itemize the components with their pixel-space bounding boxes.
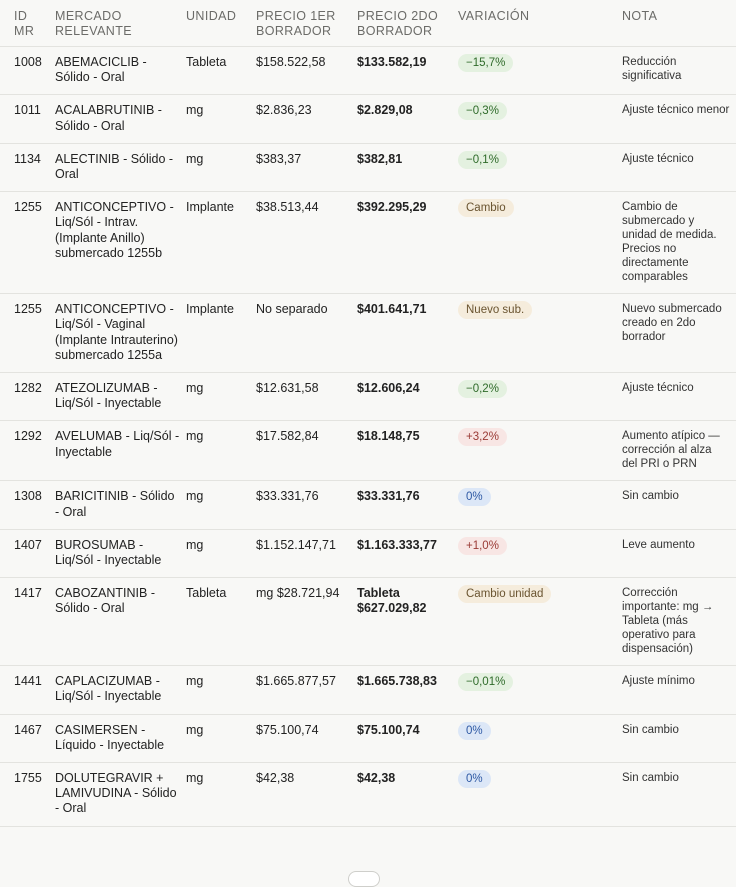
cell-nota: Leve aumento	[622, 529, 736, 577]
cell-nota: Sin cambio	[622, 714, 736, 762]
cell-variacion	[458, 47, 622, 95]
cell-id: 1282	[0, 373, 55, 421]
scroll-handle[interactable]	[348, 871, 380, 887]
cell-precio2: Tableta $627.029,82	[357, 578, 458, 666]
cell-id: 1292	[0, 421, 55, 481]
header-id: ID MR	[0, 0, 55, 47]
variation-badge: +1,0%	[458, 537, 507, 555]
variation-badge: −0,3%	[458, 102, 507, 120]
cell-precio1: No separado	[256, 294, 357, 373]
cell-precio2: $12.606,24	[357, 373, 458, 421]
cell-precio1: $1.665.877,57	[256, 666, 357, 714]
cell-precio1: $2.836,23	[256, 95, 357, 143]
cell-unidad: mg	[186, 666, 256, 714]
header-precio1: PRECIO 1ER BORRADOR	[256, 0, 357, 47]
cell-mercado: CASIMERSEN - Líquido - Inyectable	[55, 714, 186, 762]
cell-variacion	[458, 294, 622, 373]
cell-nota: Sin cambio	[622, 763, 736, 827]
table-row	[0, 143, 736, 191]
variation-badge: 0%	[458, 770, 491, 788]
table-row	[0, 192, 736, 294]
cell-id: 1134	[0, 143, 55, 191]
cell-nota: Ajuste mínimo	[622, 666, 736, 714]
cell-id: 1417	[0, 578, 55, 666]
cell-precio2: $1.665.738,83	[357, 666, 458, 714]
cell-precio2: $133.582,19	[357, 47, 458, 95]
table-row	[0, 421, 736, 481]
cell-precio1: $42,38	[256, 763, 357, 827]
variation-badge: 0%	[458, 722, 491, 740]
cell-mercado: CABOZANTINIB - Sólido - Oral	[55, 578, 186, 666]
table-row	[0, 529, 736, 577]
table-row	[0, 47, 736, 95]
cell-variacion	[458, 529, 622, 577]
table-row	[0, 578, 736, 666]
variation-badge: Cambio	[458, 199, 514, 217]
cell-nota: Cambio de submercado y unidad de medida. Precios no directamente comparables	[622, 192, 736, 294]
cell-id: 1407	[0, 529, 55, 577]
table-row	[0, 481, 736, 529]
cell-unidad: Tableta	[186, 47, 256, 95]
variation-badge: −0,1%	[458, 151, 507, 169]
cell-id: 1255	[0, 192, 55, 294]
cell-mercado: AVELUMAB - Liq/Sól - Inyectable	[55, 421, 186, 481]
cell-precio1: $38.513,44	[256, 192, 357, 294]
cell-mercado: ALECTINIB - Sólido - Oral	[55, 143, 186, 191]
cell-precio1: $17.582,84	[256, 421, 357, 481]
cell-nota: Ajuste técnico menor	[622, 95, 736, 143]
cell-precio1: $158.522,58	[256, 47, 357, 95]
cell-precio1: $12.631,58	[256, 373, 357, 421]
cell-unidad: mg	[186, 373, 256, 421]
cell-id: 1011	[0, 95, 55, 143]
cell-variacion	[458, 192, 622, 294]
cell-nota: Nuevo submercado creado en 2do borrador	[622, 294, 736, 373]
cell-variacion	[458, 714, 622, 762]
cell-precio2: $33.331,76	[357, 481, 458, 529]
header-precio2: PRECIO 2DO BORRADOR	[357, 0, 458, 47]
header-unidad: UNIDAD	[186, 0, 256, 47]
cell-nota: Ajuste técnico	[622, 373, 736, 421]
cell-precio2: $42,38	[357, 763, 458, 827]
cell-precio1: $33.331,76	[256, 481, 357, 529]
cell-variacion	[458, 95, 622, 143]
cell-nota: Sin cambio	[622, 481, 736, 529]
cell-mercado: ABEMACICLIB - Sólido - Oral	[55, 47, 186, 95]
cell-precio2: $382,81	[357, 143, 458, 191]
cell-precio2: $18.148,75	[357, 421, 458, 481]
cell-mercado: BARICITINIB - Sólido - Oral	[55, 481, 186, 529]
cell-unidad: mg	[186, 421, 256, 481]
cell-precio2: $1.163.333,77	[357, 529, 458, 577]
cell-precio2: $2.829,08	[357, 95, 458, 143]
cell-nota: Corrección importante: mg → Tableta (más operativo para dispensación)	[622, 578, 736, 666]
cell-id: 1441	[0, 666, 55, 714]
cell-unidad: Implante	[186, 294, 256, 373]
cell-unidad: mg	[186, 763, 256, 827]
cell-mercado: ANTICONCEPTIVO - Liq/Sól - Vaginal (Implante Intrauterino) submercado 1255a	[55, 294, 186, 373]
cell-id: 1308	[0, 481, 55, 529]
cell-nota: Aumento atípico — corrección al alza del PRI o PRN	[622, 421, 736, 481]
cell-precio1: $75.100,74	[256, 714, 357, 762]
cell-mercado: ATEZOLIZUMAB - Liq/Sól - Inyectable	[55, 373, 186, 421]
cell-unidad: mg	[186, 481, 256, 529]
table-row	[0, 373, 736, 421]
header-nota: NOTA	[622, 0, 736, 47]
cell-unidad: Tableta	[186, 578, 256, 666]
cell-precio2: $392.295,29	[357, 192, 458, 294]
table-row	[0, 666, 736, 714]
cell-variacion	[458, 421, 622, 481]
variation-badge: Nuevo sub.	[458, 301, 532, 319]
variation-badge: Cambio unidad	[458, 585, 551, 603]
cell-variacion	[458, 143, 622, 191]
cell-mercado: CAPLACIZUMAB - Liq/Sól - Inyectable	[55, 666, 186, 714]
cell-unidad: Implante	[186, 192, 256, 294]
cell-unidad: mg	[186, 529, 256, 577]
header-row	[0, 0, 736, 47]
cell-variacion	[458, 666, 622, 714]
cell-precio1: $383,37	[256, 143, 357, 191]
cell-unidad: mg	[186, 95, 256, 143]
cell-variacion	[458, 578, 622, 666]
variation-badge: 0%	[458, 488, 491, 506]
cell-mercado: ANTICONCEPTIVO - Liq/Sól - Intrav. (Implante Anillo) submercado 1255b	[55, 192, 186, 294]
table-row	[0, 714, 736, 762]
table-row	[0, 763, 736, 827]
cell-id: 1755	[0, 763, 55, 827]
table-row	[0, 95, 736, 143]
cell-mercado: DOLUTEGRAVIR + LAMIVUDINA - Sólido - Oral	[55, 763, 186, 827]
cell-nota: Reducción significativa	[622, 47, 736, 95]
variation-badge: −0,2%	[458, 380, 507, 398]
header-variacion: VARIACIÓN	[458, 0, 622, 47]
header-mercado: MERCADO RELEVANTE	[55, 0, 186, 47]
cell-precio2: $75.100,74	[357, 714, 458, 762]
variation-badge: −15,7%	[458, 54, 513, 72]
cell-unidad: mg	[186, 143, 256, 191]
variation-badge: −0,01%	[458, 673, 513, 691]
cell-variacion	[458, 481, 622, 529]
cell-mercado: BUROSUMAB - Liq/Sól - Inyectable	[55, 529, 186, 577]
cell-precio2: $401.641,71	[357, 294, 458, 373]
cell-variacion	[458, 763, 622, 827]
cell-id: 1467	[0, 714, 55, 762]
cell-variacion	[458, 373, 622, 421]
cell-precio1: $1.152.147,71	[256, 529, 357, 577]
cell-nota: Ajuste técnico	[622, 143, 736, 191]
cell-id: 1008	[0, 47, 55, 95]
variation-badge: +3,2%	[458, 428, 507, 446]
cell-unidad: mg	[186, 714, 256, 762]
cell-precio1: mg $28.721,94	[256, 578, 357, 666]
cell-mercado: ACALABRUTINIB - Sólido - Oral	[55, 95, 186, 143]
table-row	[0, 294, 736, 373]
cell-id: 1255	[0, 294, 55, 373]
